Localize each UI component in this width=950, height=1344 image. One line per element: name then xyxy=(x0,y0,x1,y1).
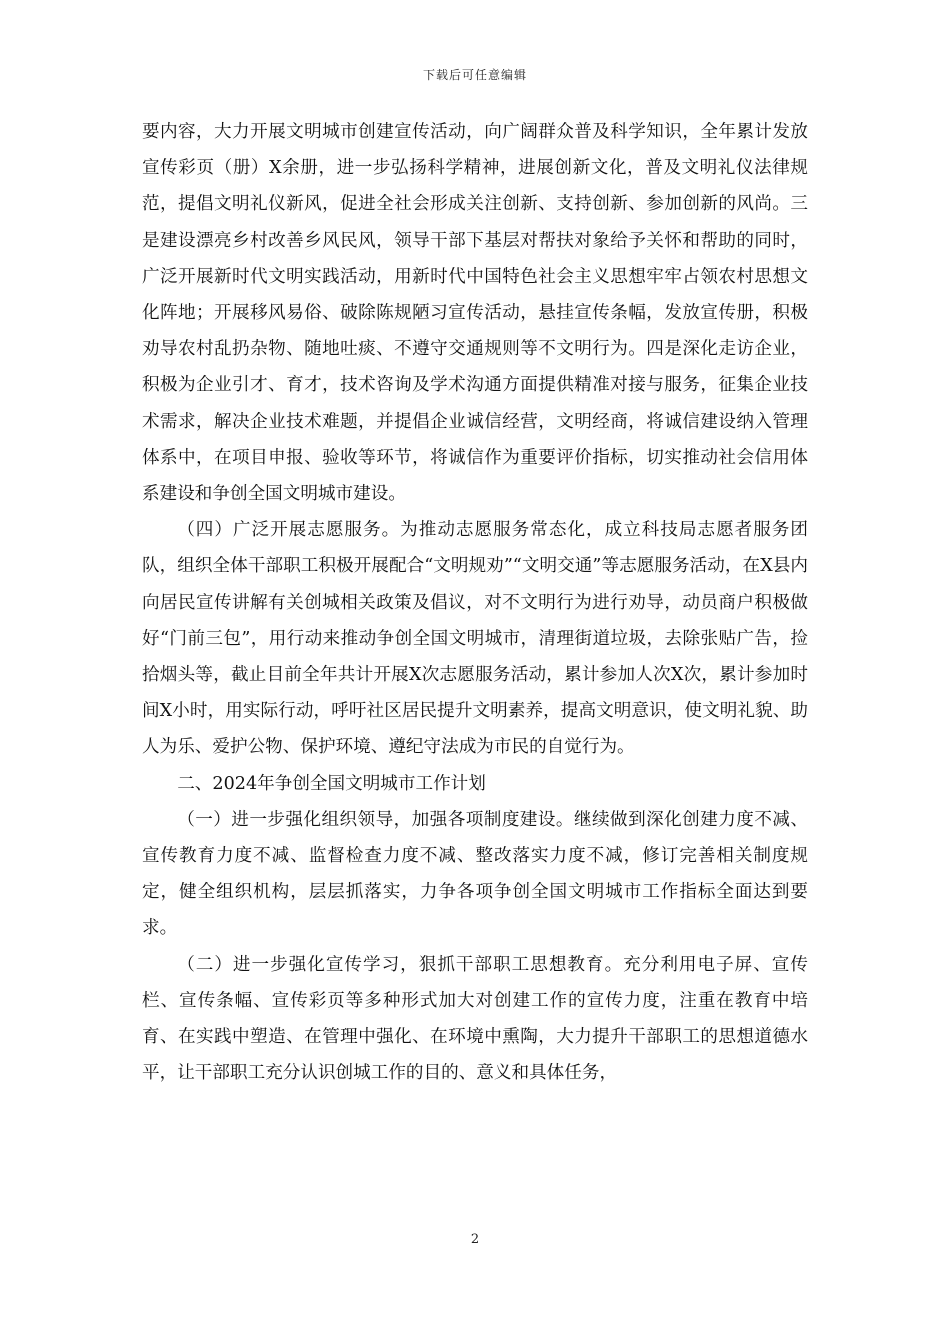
paragraph-organization: （一）进一步强化组织领导，加强各项制度建设。继续做到深化创建力度不减、宣传教育力度不减、监督检查力度不减、整改落实力度不减，修订完善相关制度规定，健全组织机构，层层抓落实，力争各项争创全国文明城市工作指标全面达到要求。 xyxy=(142,809,808,939)
paragraph-continuation: 要内容，大力开展文明城市创建宣传活动，向广阔群众普及科学知识，全年累计发放宣传彩页（册）X余册，进一步弘扬科学精神，进展创新文化，普及文明礼仪法律规范，提倡文明礼仪新风，促进全社会形成关注创新、支持创新、参加创新的风尚。三是建设漂亮乡村改善乡风民风，领导干部下基层对帮扶对象给予关怀和帮助的同时，广泛开展新时代文明实践活动，用新时代中国特色社会主义思想牢牢占领农村思想文化阵地；开展移风易俗、破除陈规陋习宣传活动，悬挂宣传条幅，发放宣传册，积极劝导农村乱扔杂物、随地吐痰、不遵守交通规则等不文明行为。四是深化走访企业，积极为企业引才、育才，技术咨询及学术沟通方面提供精准对接与服务，征集企业技术需求，解决企业技术难题，并提倡企业诚信经营，文明经商，将诚信建设纳入管理体系中，在项目申报、验收等环节，将诚信作为重要评价指标，切实推动社会信用体系建设和争创全国文明城市建设。 xyxy=(142,122,808,505)
page-header: 下载后可任意编辑 xyxy=(422,68,527,82)
paragraph-volunteer-service: （四）广泛开展志愿服务。为推动志愿服务常态化，成立科技局志愿者服务团队，组织全体干部职工积极开展配合“文明规劝”“文明交通”等志愿服务活动，在X县内向居民宣传讲解有关创城相关政策及倡议，对不文明行为进行劝导，动员商户积极做好“门前三包”，用行动来推动争创全国文明城市，清理街道垃圾，去除张贴广告，捡拾烟头等，截止目前全年共计开展X次志愿服务活动，累计参加人次X次，累计参加时间X小时，用实际行动，呼吁社区居民提升文明素养，提高文明意识，使文明礼貌、助人为乐、爱护公物、保护环境、遵纪守法成为市民的自觉行为。 xyxy=(142,520,808,758)
document-body xyxy=(142,114,808,1091)
paragraph-publicity: （二）进一步强化宣传学习，狠抓干部职工思想教育。充分利用电子屏、宣传栏、宣传条幅、宣传彩页等多种形式加大对创建工作的宣传力度，注重在教育中培育、在实践中塑造、在管理中强化、在环境中熏陶，大力提升干部职工的思想道德水平，让干部职工充分认识创城工作的目的、意义和具体任务， xyxy=(142,954,808,1084)
section-heading-2024-plan: 二、2024年争创全国文明城市工作计划 xyxy=(177,773,486,794)
page-number: 2 xyxy=(470,1232,480,1247)
